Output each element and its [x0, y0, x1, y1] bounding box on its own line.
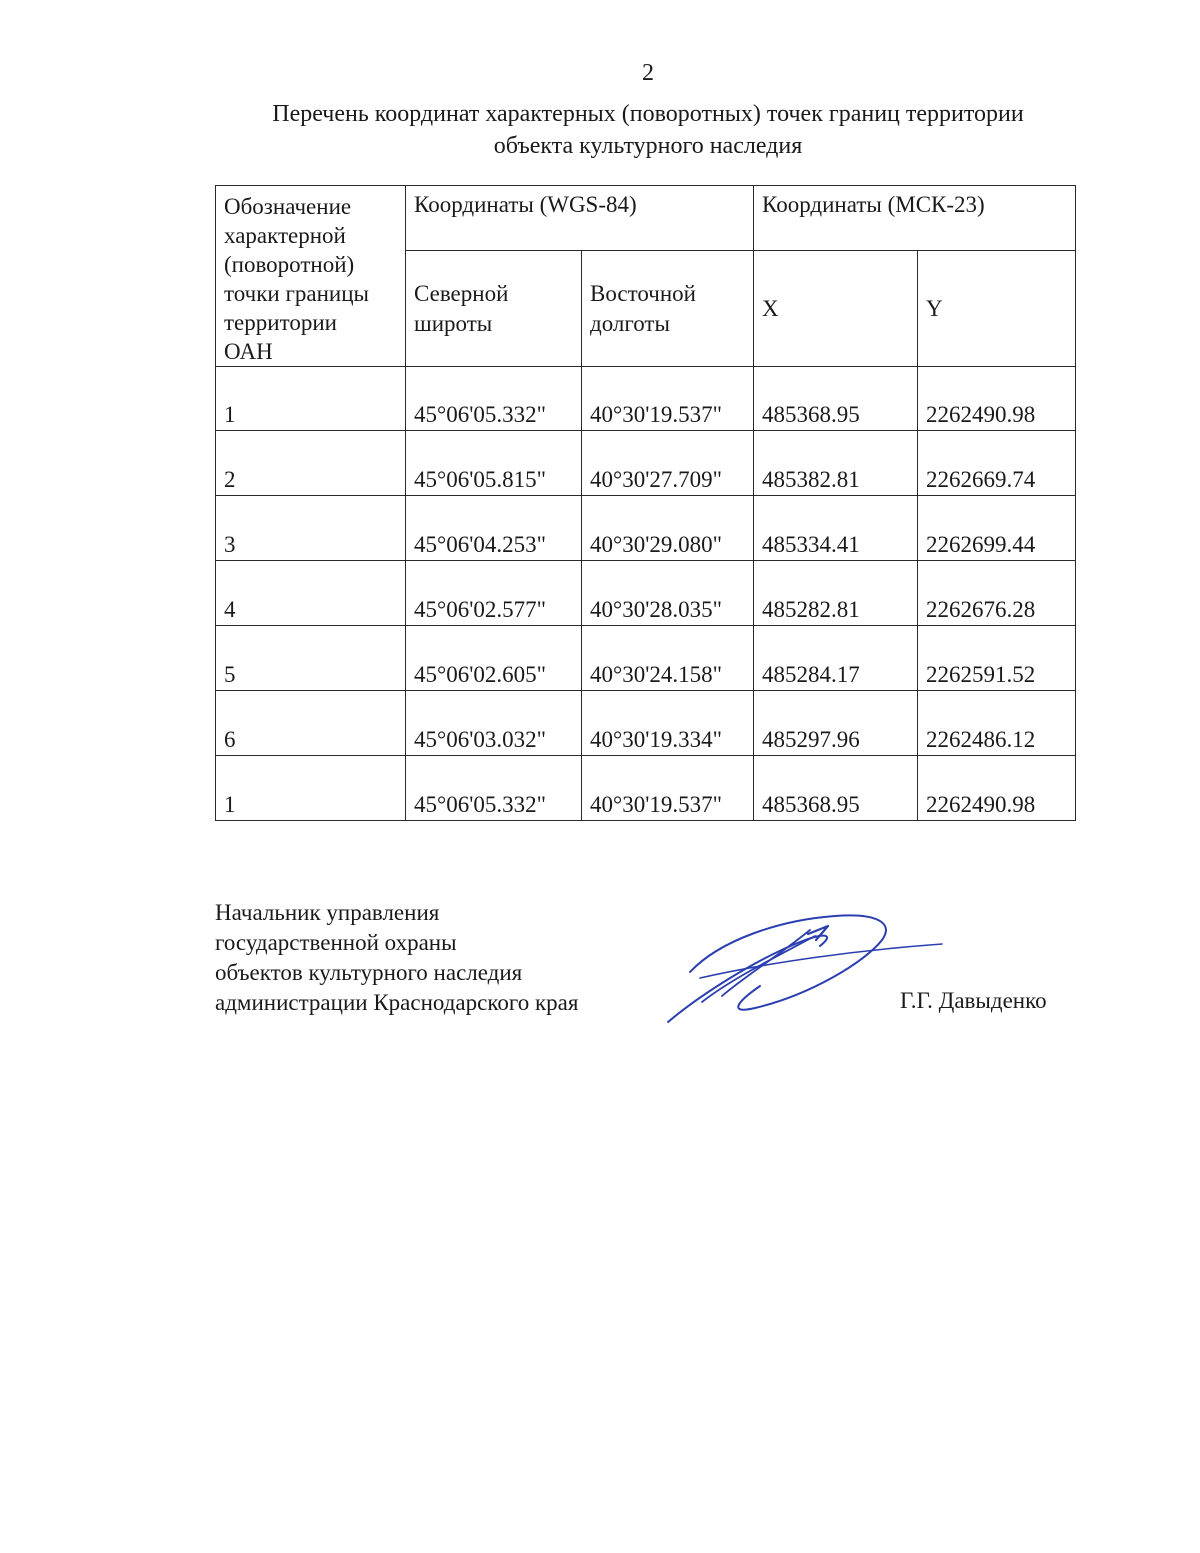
cell-east: 40°30'29.080"	[582, 496, 754, 561]
cell-x: 485284.17	[754, 626, 918, 691]
coordinates-table	[215, 185, 1076, 821]
signatory-position	[215, 898, 578, 1018]
signature-stroke	[700, 944, 942, 978]
cell-north: 45°06'04.253"	[406, 496, 582, 561]
cell-x: 485368.95	[754, 756, 918, 821]
cell-y: 2262490.98	[918, 756, 1076, 821]
cell-north: 45°06'02.577"	[406, 561, 582, 626]
header-y: Y	[918, 251, 1076, 367]
document-title-line: объекта культурного наследия	[493, 133, 803, 159]
document-title-line: Перечень координат характерных (поворотных) точек границ территории	[272, 101, 1024, 127]
header-x: X	[754, 251, 918, 367]
cell-east: 40°30'19.334"	[582, 691, 754, 756]
header-msk23: Координаты (МСК-23)	[754, 186, 1076, 251]
table-row	[216, 756, 1076, 821]
cell-point: 1	[216, 756, 406, 821]
header-wgs84: Координаты (WGS-84)	[406, 186, 754, 251]
cell-north: 45°06'05.815"	[406, 431, 582, 496]
table-row	[216, 496, 1076, 561]
table-row	[216, 626, 1076, 691]
cell-north: 45°06'05.332"	[406, 756, 582, 821]
table-row	[216, 561, 1076, 626]
cell-y: 2262490.98	[918, 367, 1076, 431]
cell-y: 2262669.74	[918, 431, 1076, 496]
cell-east: 40°30'28.035"	[582, 561, 754, 626]
cell-x: 485368.95	[754, 367, 918, 431]
cell-north: 45°06'02.605"	[406, 626, 582, 691]
cell-point: 6	[216, 691, 406, 756]
table-body	[216, 367, 1076, 821]
header-point-designation: Обозначение характерной (поворотной) точки границы территории ОАН	[216, 186, 406, 367]
table-row	[216, 691, 1076, 756]
cell-point: 2	[216, 431, 406, 496]
cell-point: 5	[216, 626, 406, 691]
signature-stroke	[690, 915, 886, 1009]
cell-point: 1	[216, 367, 406, 431]
table-row	[216, 367, 1076, 431]
cell-east: 40°30'27.709"	[582, 431, 754, 496]
table-row	[216, 431, 1076, 496]
cell-y: 2262591.52	[918, 626, 1076, 691]
cell-east: 40°30'24.158"	[582, 626, 754, 691]
cell-x: 485382.81	[754, 431, 918, 496]
signatory-position-line: государственной охраны	[215, 930, 457, 955]
cell-y: 2262486.12	[918, 691, 1076, 756]
signatory-position-line: Начальник управления	[215, 900, 440, 925]
signatory-name: Г.Г. Давыденко	[900, 988, 1047, 1013]
cell-x: 485297.96	[754, 691, 918, 756]
signatory-position-line: администрации Краснодарского края	[215, 990, 579, 1015]
cell-y: 2262699.44	[918, 496, 1076, 561]
page-number: 2	[642, 60, 654, 86]
cell-y: 2262676.28	[918, 561, 1076, 626]
cell-point: 3	[216, 496, 406, 561]
header-north-latitude: Северной широты	[406, 251, 582, 367]
cell-north: 45°06'05.332"	[406, 367, 582, 431]
cell-north: 45°06'03.032"	[406, 691, 582, 756]
signatory-position-line: объектов культурного наследия	[215, 960, 523, 985]
cell-point: 4	[216, 561, 406, 626]
document-title	[200, 98, 1096, 162]
cell-x: 485282.81	[754, 561, 918, 626]
cell-east: 40°30'19.537"	[582, 756, 754, 821]
cell-x: 485334.41	[754, 496, 918, 561]
cell-east: 40°30'19.537"	[582, 367, 754, 431]
header-east-longitude: Восточной долготы	[582, 251, 754, 367]
